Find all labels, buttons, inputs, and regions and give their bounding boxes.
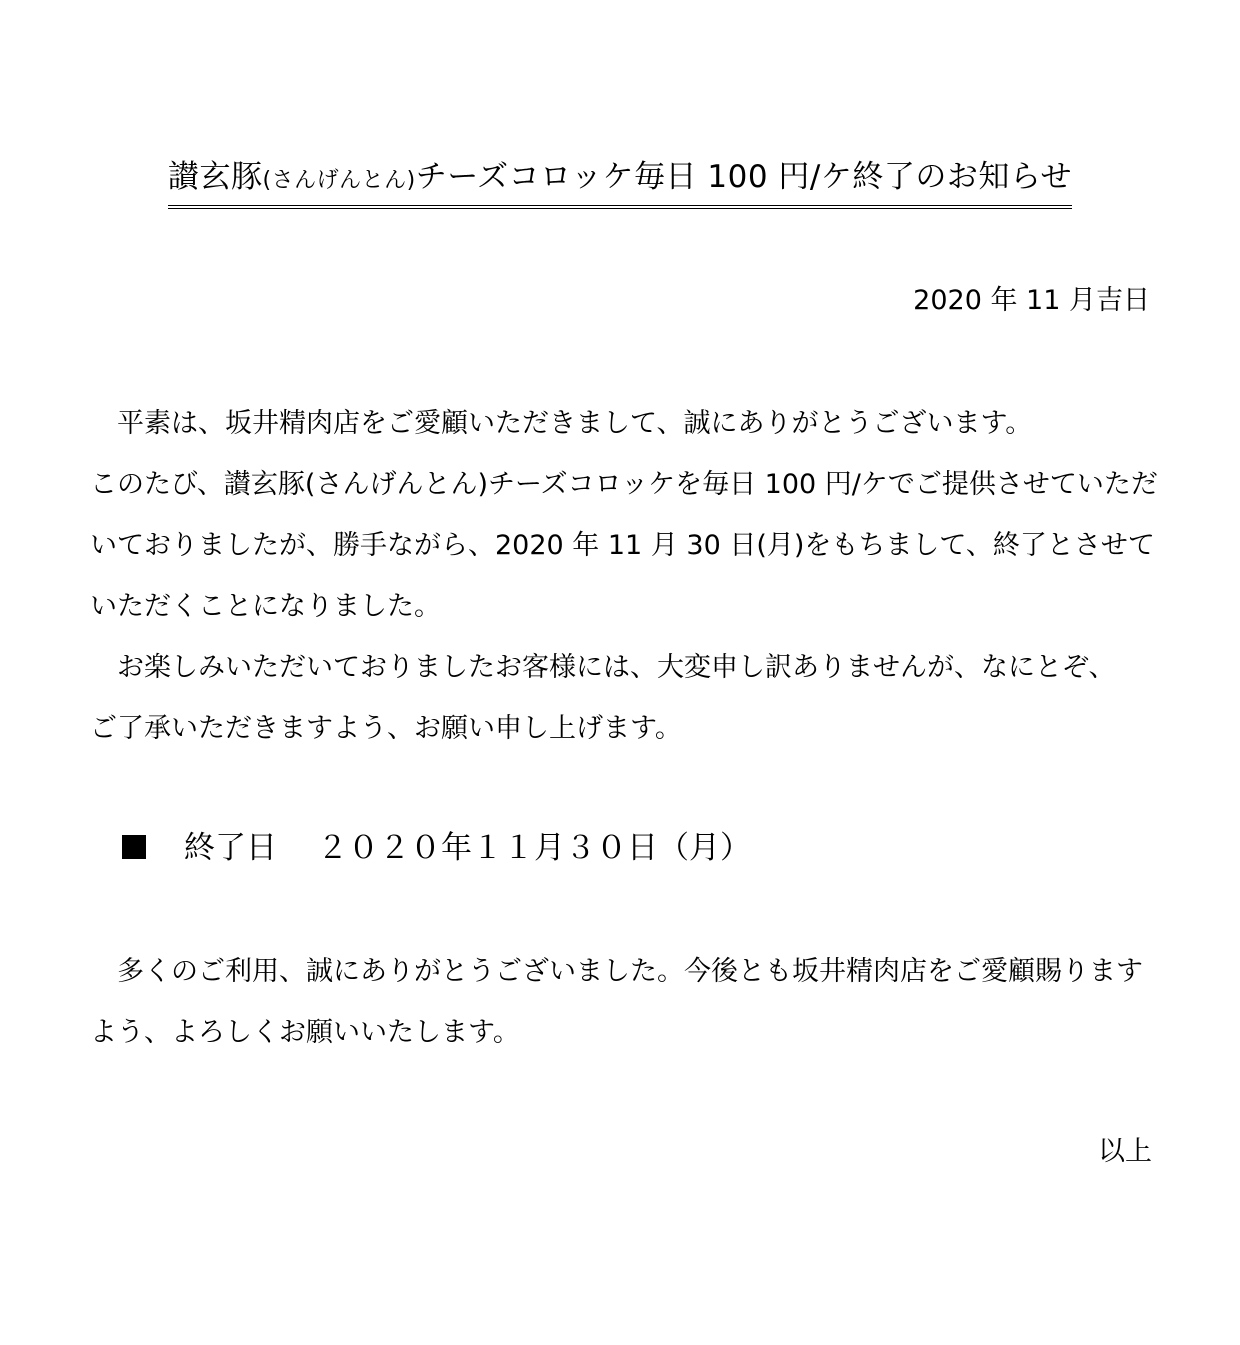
notice-title xyxy=(168,155,1072,209)
paragraph-line: お楽しみいただいておりましたお客様には、大変申し訳ありませんが、なにとぞ、 xyxy=(90,652,1116,683)
square-bullet-icon xyxy=(122,835,146,859)
paragraph-line: よう、よろしくお願いいたします。 xyxy=(90,1017,520,1048)
paragraph-apology xyxy=(90,637,1155,759)
title-product-name: 讃玄豚 xyxy=(168,159,263,195)
end-date-value: ２０２０年１１月３０日（月） xyxy=(317,830,751,866)
paragraph-line: このたび、讃玄豚(さんげんとん)チーズコロッケを毎日 100 円/ケでご提供させていただ xyxy=(90,469,1158,500)
end-date-line xyxy=(122,826,751,870)
paragraph-line: いておりましたが、勝手ながら、2020 年 11 月 30 日(月)をもちまして、終了とさせて xyxy=(90,530,1155,561)
paragraph-line: 多くのご利用、誠にありがとうございました。今後とも坂井精肉店をご愛顧賜ります xyxy=(90,956,1143,987)
paragraph-intro xyxy=(90,393,1158,637)
title-block xyxy=(0,155,1240,209)
title-rest: チーズコロッケ毎日 100 円/ケ終了のお知らせ xyxy=(415,159,1072,195)
end-date-label: 終了日 xyxy=(184,830,277,866)
paragraph-line: いただくことになりました。 xyxy=(90,591,441,622)
notice-date: 2020 年 11 月吉日 xyxy=(913,285,1150,316)
closing-mark: 以上 xyxy=(1098,1136,1152,1167)
title-reading: (さんげんとん) xyxy=(262,168,416,193)
paragraph-line: 平素は、坂井精肉店をご愛顧いただきまして、誠にありがとうございます。 xyxy=(90,408,1033,439)
paragraph-line: ご了承いただきますよう、お願い申し上げます。 xyxy=(90,713,682,744)
paragraph-thanks xyxy=(90,941,1155,1063)
